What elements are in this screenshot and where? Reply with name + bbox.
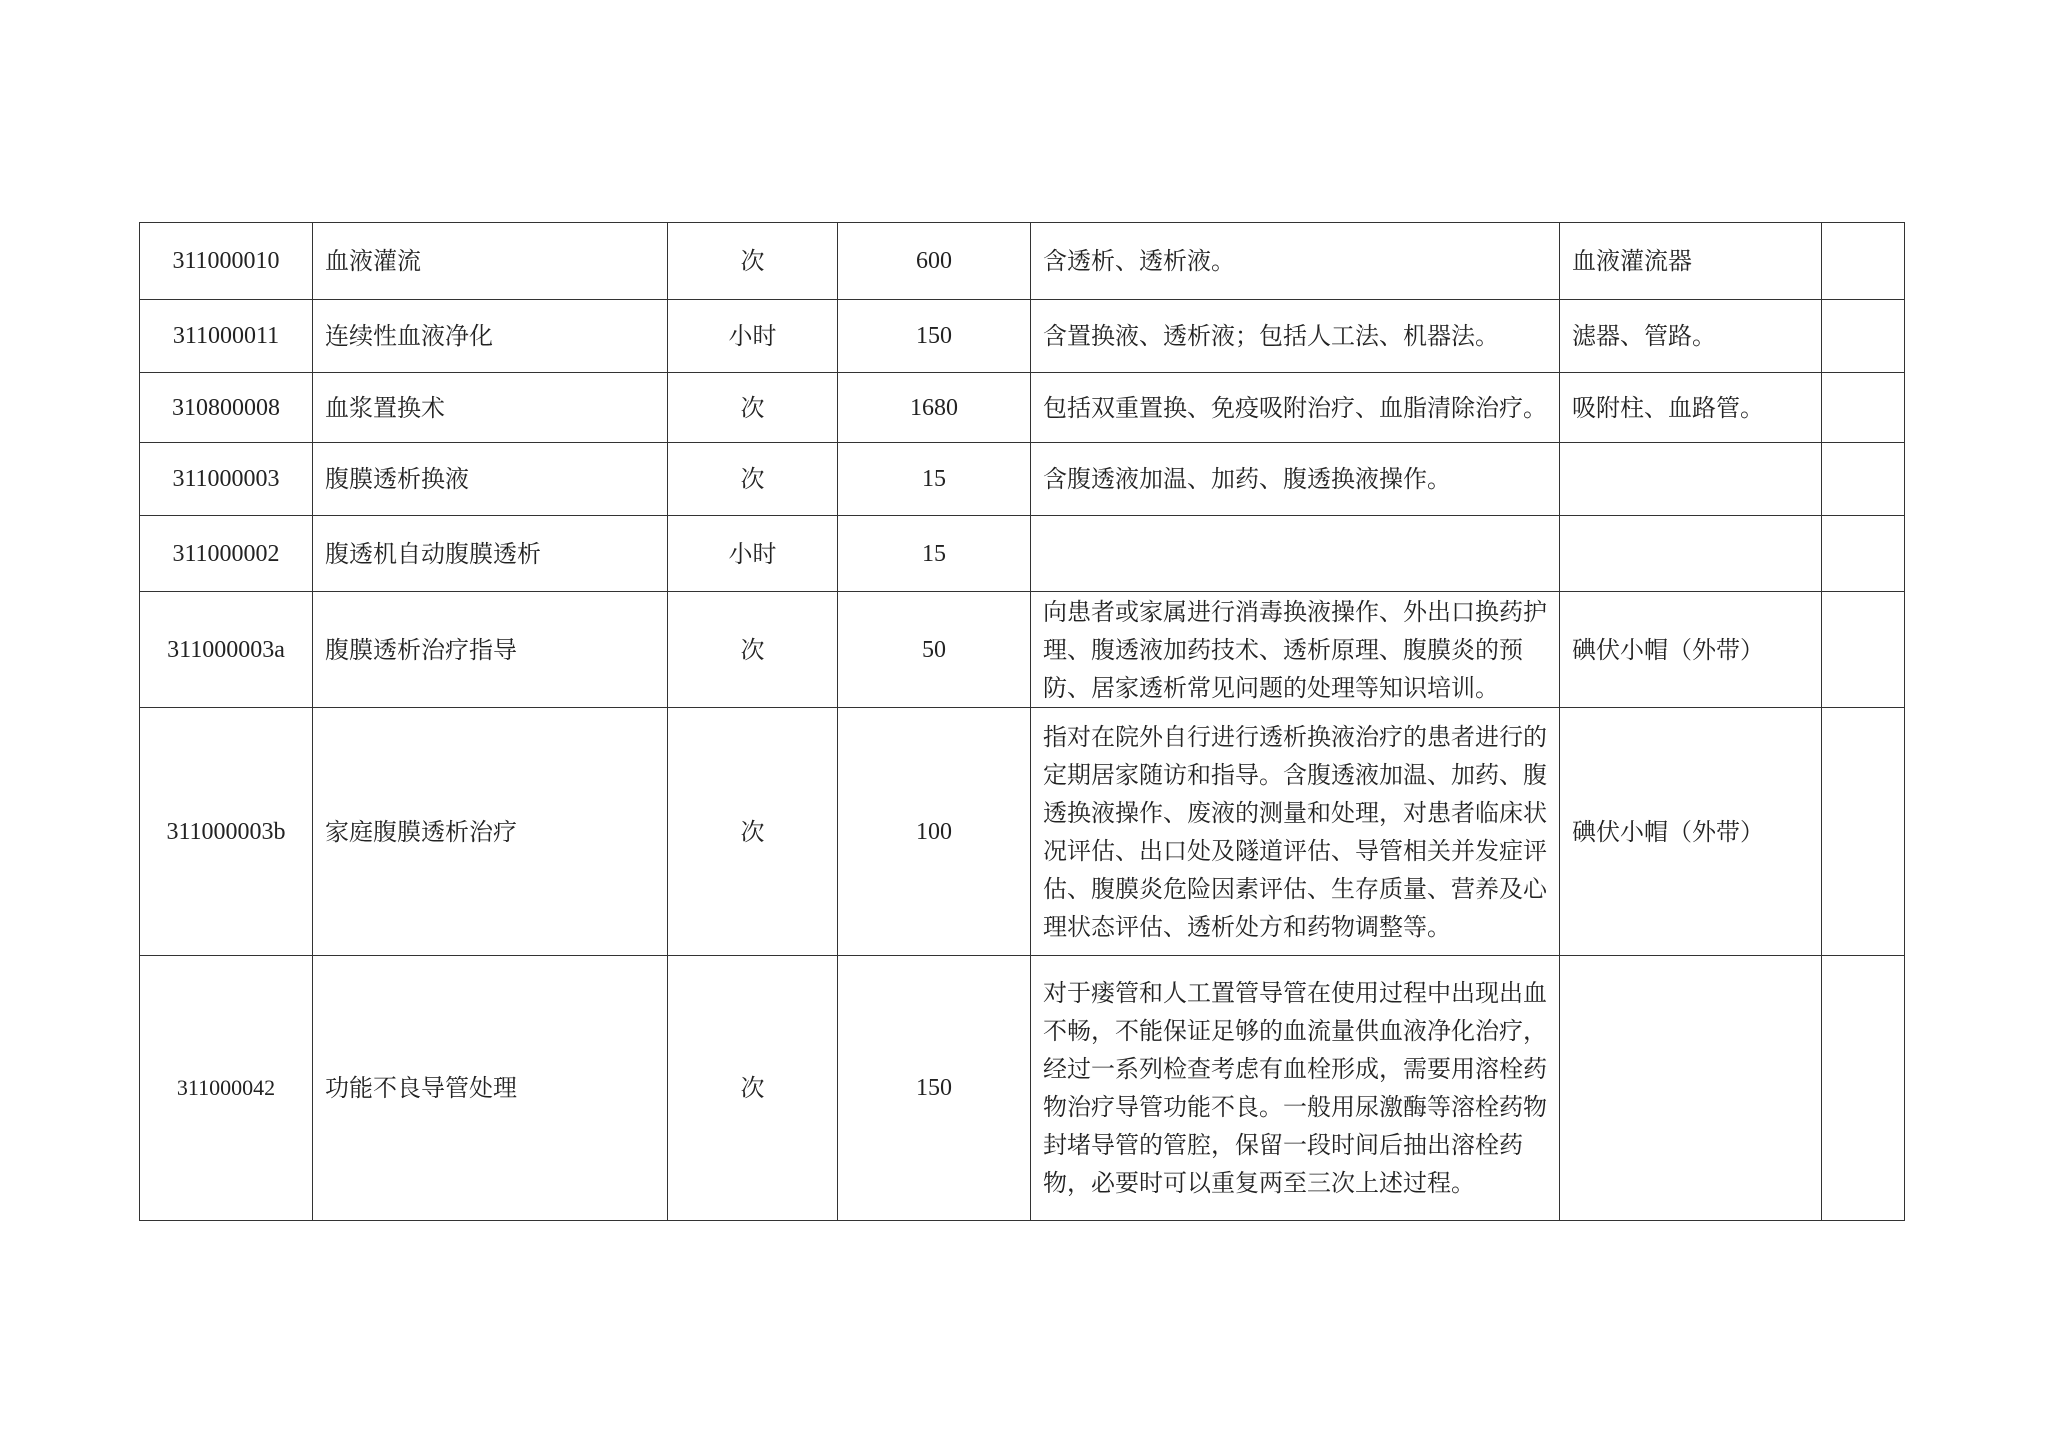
item-price: 15 — [838, 443, 1031, 516]
item-code: 311000042 — [140, 956, 313, 1221]
item-remarks — [1822, 443, 1905, 516]
table-row — [140, 373, 1905, 443]
item-exclusions: 碘伏小帽（外带） — [1560, 708, 1822, 956]
table-row — [140, 443, 1905, 516]
item-exclusions: 碘伏小帽（外带） — [1560, 592, 1822, 708]
item-remarks — [1822, 956, 1905, 1221]
item-exclusions: 滤器、管路。 — [1560, 300, 1822, 373]
item-exclusions: 血液灌流器 — [1560, 223, 1822, 300]
item-code: 311000011 — [140, 300, 313, 373]
table-row — [140, 300, 1905, 373]
price-table — [139, 222, 1905, 1221]
item-name: 腹膜透析换液 — [313, 443, 668, 516]
item-price: 150 — [838, 956, 1031, 1221]
item-exclusions — [1560, 443, 1822, 516]
item-content: 对于瘘管和人工置管导管在使用过程中出现出血不畅，不能保证足够的血流量供血液净化治疗，经过一系列检查考虑有血栓形成，需要用溶栓药物治疗导管功能不良。一般用尿激酶等溶栓药物封堵导管的管腔，保留一段时间后抽出溶栓药物，必要时可以重复两至三次上述过程。 — [1031, 956, 1560, 1221]
item-content: 含腹透液加温、加药、腹透换液操作。 — [1031, 443, 1560, 516]
item-remarks — [1822, 708, 1905, 956]
item-remarks — [1822, 223, 1905, 300]
item-unit: 次 — [668, 708, 838, 956]
item-code: 310800008 — [140, 373, 313, 443]
item-name: 腹透机自动腹膜透析 — [313, 516, 668, 592]
item-name: 家庭腹膜透析治疗 — [313, 708, 668, 956]
item-price: 150 — [838, 300, 1031, 373]
item-unit: 次 — [668, 373, 838, 443]
item-unit: 小时 — [668, 300, 838, 373]
item-unit: 次 — [668, 443, 838, 516]
item-code: 311000003a — [140, 592, 313, 708]
item-price: 50 — [838, 592, 1031, 708]
item-content: 指对在院外自行进行透析换液治疗的患者进行的定期居家随访和指导。含腹透液加温、加药、腹透换液操作、废液的测量和处理，对患者临床状况评估、出口处及隧道评估、导管相关并发症评估、腹膜炎危险因素评估、生存质量、营养及心理状态评估、透析处方和药物调整等。 — [1031, 708, 1560, 956]
item-code: 311000003b — [140, 708, 313, 956]
item-name: 血浆置换术 — [313, 373, 668, 443]
item-content: 含透析、透析液。 — [1031, 223, 1560, 300]
table-row — [140, 592, 1905, 708]
table-row — [140, 708, 1905, 956]
item-exclusions — [1560, 956, 1822, 1221]
item-unit: 次 — [668, 956, 838, 1221]
item-name: 血液灌流 — [313, 223, 668, 300]
item-content — [1031, 516, 1560, 592]
item-price: 15 — [838, 516, 1031, 592]
item-remarks — [1822, 516, 1905, 592]
item-content: 包括双重置换、免疫吸附治疗、血脂清除治疗。 — [1031, 373, 1560, 443]
item-name: 功能不良导管处理 — [313, 956, 668, 1221]
item-unit: 小时 — [668, 516, 838, 592]
item-code: 311000002 — [140, 516, 313, 592]
item-unit: 次 — [668, 223, 838, 300]
table-row — [140, 223, 1905, 300]
item-name: 腹膜透析治疗指导 — [313, 592, 668, 708]
item-price: 600 — [838, 223, 1031, 300]
item-remarks — [1822, 592, 1905, 708]
item-code: 311000003 — [140, 443, 313, 516]
item-price: 1680 — [838, 373, 1031, 443]
item-remarks — [1822, 373, 1905, 443]
item-exclusions: 吸附柱、血路管。 — [1560, 373, 1822, 443]
item-name: 连续性血液净化 — [313, 300, 668, 373]
item-content: 向患者或家属进行消毒换液操作、外出口换药护理、腹透液加药技术、透析原理、腹膜炎的预防、居家透析常见问题的处理等知识培训。 — [1031, 592, 1560, 708]
item-exclusions — [1560, 516, 1822, 592]
item-remarks — [1822, 300, 1905, 373]
item-unit: 次 — [668, 592, 838, 708]
table-row — [140, 956, 1905, 1221]
table-row — [140, 516, 1905, 592]
item-code: 311000010 — [140, 223, 313, 300]
item-price: 100 — [838, 708, 1031, 956]
item-content: 含置换液、透析液；包括人工法、机器法。 — [1031, 300, 1560, 373]
